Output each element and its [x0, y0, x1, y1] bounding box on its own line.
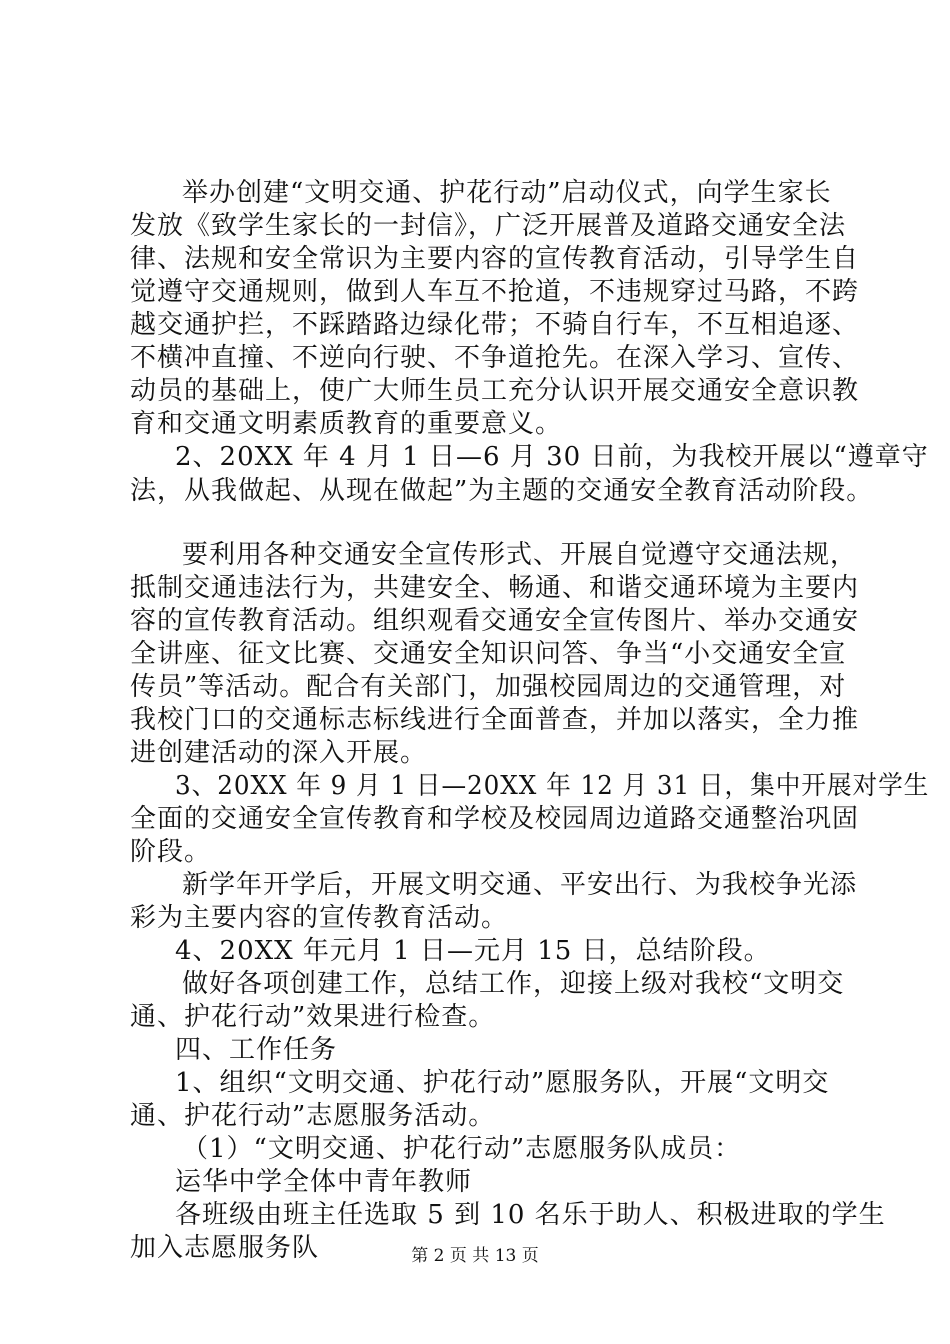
- text-line: 通、护花行动”志愿服务活动。: [130, 1101, 496, 1131]
- text-line: 通、护花行动”效果进行检查。: [130, 1002, 496, 1032]
- page-footer: 第 2 页 共 13 页: [411, 1246, 539, 1266]
- text-line: 容的宣传教育活动。组织观看交通安全宣传图片、举办交通安: [130, 606, 860, 636]
- text-line: 进创建活动的深入开展。: [130, 738, 428, 768]
- text-line: 做好各项创建工作，总结工作，迎接上级对我校“文明交: [182, 969, 845, 999]
- text-line: 不横冲直撞、不逆向行驶、不争道抢先。在深入学习、宣传、: [130, 343, 860, 373]
- text-line: 彩为主要内容的宣传教育活动。: [130, 903, 509, 933]
- text-line: 抵制交通违法行为，共建安全、畅通、和谐交通环境为主要内: [130, 573, 860, 603]
- text-line: 2、20XX 年 4 月 1 日—6 月 30 日前，为我校开展以“遵章守: [175, 442, 929, 472]
- text-line: 觉遵守交通规则，做到人车互不抢道，不违规穿过马路，不跨: [130, 277, 860, 307]
- text-line: 加入志愿服务队: [130, 1233, 320, 1263]
- text-line: 要利用各种交通安全宣传形式、开展自觉遵守交通法规，: [182, 540, 858, 570]
- text-line: 举办创建“文明交通、护花行动”启动仪式，向学生家长: [182, 178, 832, 208]
- text-line: 全讲座、征文比赛、交通安全知识问答、争当“小交通安全宣: [130, 639, 847, 669]
- text-line: 四、工作任务: [175, 1035, 338, 1065]
- text-line: 4、20XX 年元月 1 日—元月 15 日，总结阶段。: [175, 936, 771, 966]
- text-line: 全面的交通安全宣传教育和学校及校园周边道路交通整治巩固: [130, 804, 860, 834]
- text-line: 3、20XX 年 9 月 1 日—20XX 年 12 月 31 日，集中开展对学生: [175, 771, 930, 801]
- text-line: 阶段。: [130, 837, 212, 867]
- text-line: 育和交通文明素质教育的重要意义。: [130, 409, 563, 439]
- text-line: 越交通护拦，不踩踏路边绿化带；不骑自行车，不互相追逐、: [130, 310, 860, 340]
- text-line: 律、法规和安全常识为主要内容的宣传教育活动，引导学生自: [130, 244, 860, 274]
- text-line: 运华中学全体中青年教师: [175, 1167, 473, 1197]
- text-line: 传员”等活动。配合有关部门，加强校园周边的交通管理，对: [130, 672, 847, 702]
- text-line: 1、组织“文明交通、护花行动”愿服务队，开展“文明交: [175, 1068, 830, 1098]
- text-line: （1）“文明交通、护花行动”志愿服务队成员：: [182, 1134, 742, 1164]
- text-line: 法，从我做起、从现在做起”为主题的交通安全教育活动阶段。: [130, 476, 874, 506]
- text-line: 我校门口的交通标志标线进行全面普查，并加以落实，全力推: [130, 705, 860, 735]
- text-line: 发放《致学生家长的一封信》，广泛开展普及道路交通安全法: [130, 211, 847, 241]
- text-line: 各班级由班主任选取 5 到 10 名乐于助人、积极进取的学生: [175, 1200, 886, 1230]
- text-line: 动员的基础上，使广大师生员工充分认识开展交通安全意识教: [130, 376, 860, 406]
- text-line: 新学年开学后，开展文明交通、平安出行、为我校争光添: [182, 870, 858, 900]
